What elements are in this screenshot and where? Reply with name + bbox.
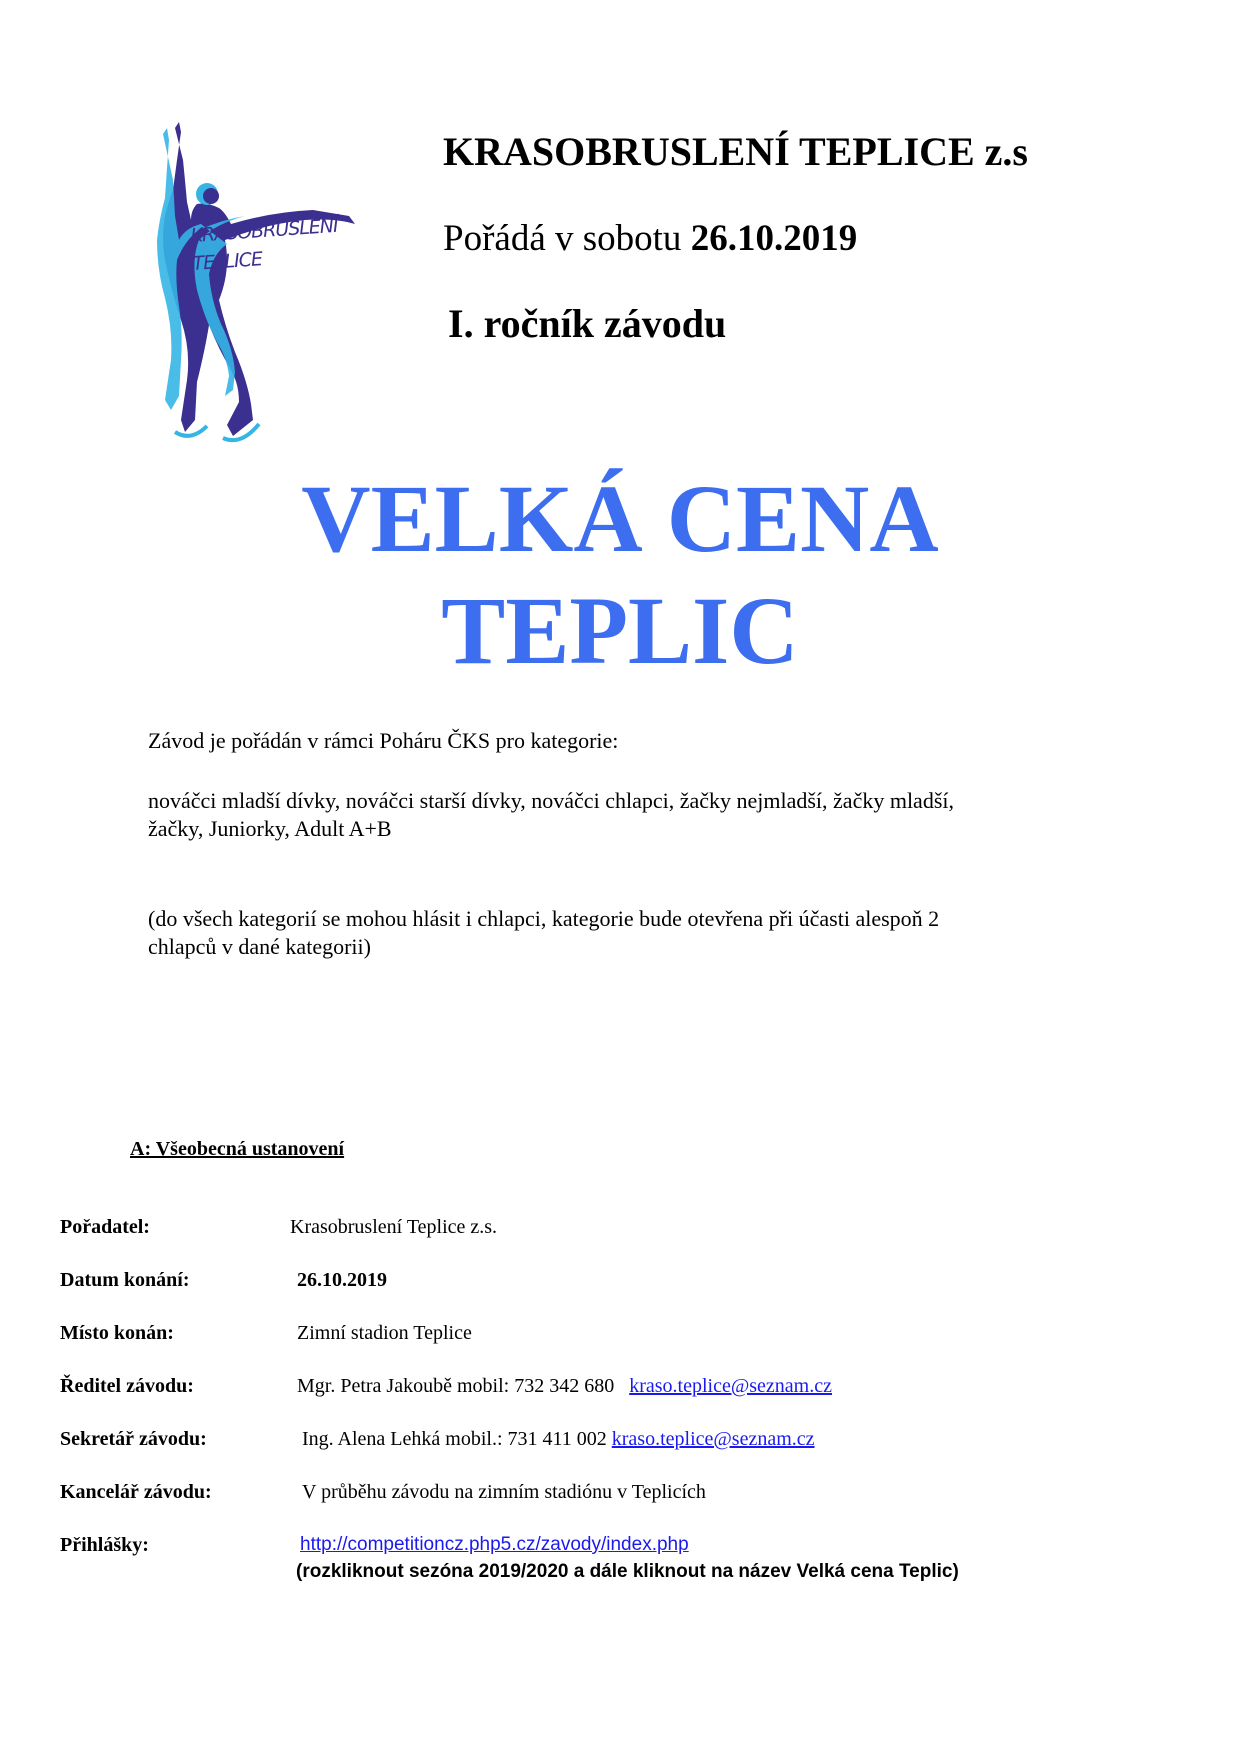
registration-link[interactable]: http://competitioncz.php5.cz/zavody/index.php (300, 1534, 689, 1555)
label-venue: Místo konán: (60, 1322, 174, 1344)
value-organizer: Krasobruslení Teplice z.s. (290, 1216, 498, 1238)
main-title (0, 463, 1240, 687)
registration-note: (rozkliknout sezóna 2019/2020 a dále kliknout na název Velká cena Teplic) (296, 1561, 959, 1582)
director-email-link[interactable]: kraso.teplice@seznam.cz (629, 1375, 832, 1397)
value-venue: Zimní stadion Teplice (297, 1322, 472, 1344)
intro-paragraph-2-line-1: nováčci mladší dívky, nováčci starší dívky, nováčci chlapci, žačky nejmladší, žačky mladší, (148, 788, 954, 813)
main-title-line2: TEPLIC (441, 577, 799, 684)
organization-name: KRASOBRUSLENÍ TEPLICE z.s (443, 129, 1028, 174)
edition-line: I. ročník závodu (448, 301, 727, 346)
value-director (297, 1375, 832, 1398)
value-office: V průběhu závodu na zimním stadiónu v Teplicích (302, 1481, 706, 1503)
logo-text-line2: TEPLICE (191, 248, 263, 275)
intro-paragraph-3-line-2: chlapců v dané kategorii) (148, 934, 371, 959)
logo-figure-skater (135, 120, 375, 450)
label-organizer: Pořadatel: (60, 1216, 150, 1238)
intro-paragraph-2-line-2: žačky, Juniorky, Adult A+B (148, 816, 392, 841)
secretary-email-link[interactable]: kraso.teplice@seznam.cz (611, 1428, 815, 1450)
director-contact: Mgr. Petra Jakoubě mobil: 732 342 680 (297, 1375, 615, 1397)
logo-text-line1: KRASOBRUSLENÍ (189, 214, 339, 247)
secretary-contact: Ing. Alena Lehká mobil.: 731 411 002 (302, 1428, 607, 1450)
main-title-line1: VELKÁ CENA (301, 465, 939, 572)
section-heading: A: Všeobecná ustanovení (130, 1138, 345, 1160)
label-date: Datum konání: (60, 1269, 190, 1291)
label-secretary: Sekretář závodu: (60, 1428, 207, 1450)
intro-paragraph-1: Závod je pořádán v rámci Poháru ČKS pro kategorie: (148, 728, 619, 753)
announcement-date: 26.10.2019 (690, 218, 858, 259)
intro-paragraph-3-line-1: (do všech kategorií se mohou hlásit i chlapci, kategorie bude otevřena při účasti alespoň 2 (148, 906, 940, 931)
label-office: Kancelář závodu: (60, 1481, 212, 1503)
announcement-prefix: Pořádá v sobotu (443, 218, 682, 259)
label-director: Ředitel závodu: (60, 1375, 194, 1397)
value-secretary (302, 1428, 815, 1451)
value-date: 26.10.2019 (297, 1269, 387, 1291)
announcement (443, 217, 857, 260)
label-registration: Přihlášky: (60, 1534, 149, 1556)
